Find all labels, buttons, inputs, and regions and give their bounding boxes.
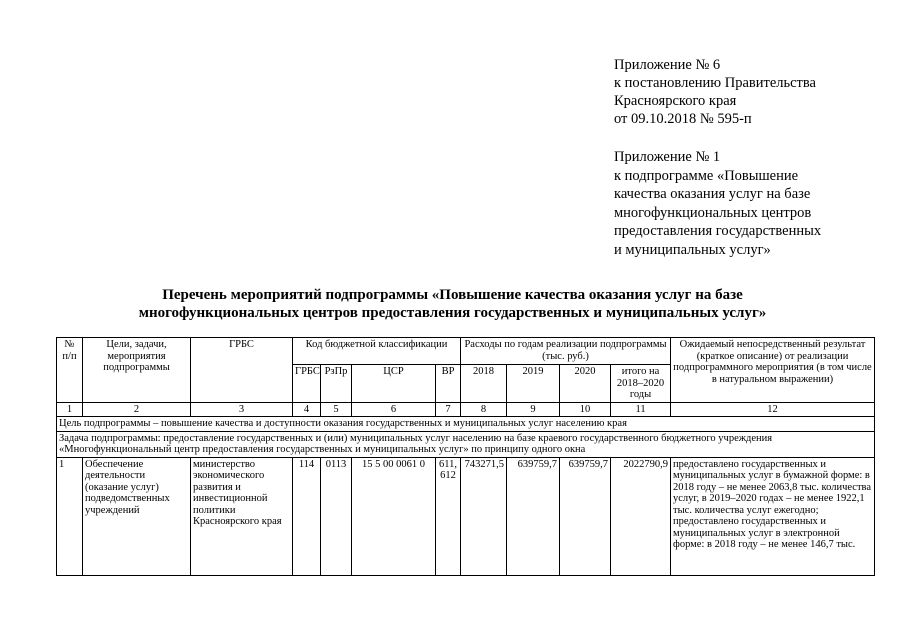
col-number: 3 — [191, 402, 293, 417]
col-number: 11 — [611, 402, 671, 417]
header-2019: 2019 — [507, 365, 560, 403]
row-2020: 639759,7 — [560, 457, 611, 575]
annex-line: к постановлению Правительства — [614, 75, 816, 91]
row-grbs-name: министерство экономического развития и инвестиционной политики Красноярского края — [191, 457, 293, 575]
annex-header — [614, 56, 816, 128]
annex2-line: многофункциональных центров — [614, 204, 812, 221]
header-code: Код бюджетной классификации — [293, 338, 461, 365]
row-result: предоставлено государственных и муниципальных услуг в бумажной форме: в 2018 году – не менее 2063,8 тыс. количества услуг, в 2019–2020 годах – не менее 1922,1 тыс. количества услуг ежегодно; предоставлено государственных и муниципальных услуг в электронной форме: в 2018 году – не менее 146,7 тыс. — [671, 457, 875, 575]
title-line-1: Перечень мероприятий подпрограммы «Повышение качества оказания услуг на базе — [162, 287, 743, 303]
col-number: 6 — [352, 402, 436, 417]
annex-subheader — [614, 148, 821, 259]
annex2-line: к подпрограмме «Повышение — [614, 167, 799, 184]
row-csr: 15 5 00 0061 0 — [352, 457, 436, 575]
document-title — [0, 287, 905, 322]
header-result: Ожидаемый непосредственный результат (краткое описание) от реализации подпрограммного мероприятия (в том числе в натуральном выражении) — [671, 338, 875, 403]
row-vr: 611, 612 — [436, 457, 461, 575]
row-2019: 639759,7 — [507, 457, 560, 575]
annex2-line: качества оказания услуг на базе — [614, 186, 811, 202]
annex2-line: и муниципальных услуг» — [614, 241, 771, 258]
header-grbs-name: ГРБС — [191, 338, 293, 403]
col-number: 4 — [293, 402, 321, 417]
header-vr: ВР — [436, 365, 461, 403]
header-rzpr: РзПр — [321, 365, 352, 403]
header-2018: 2018 — [461, 365, 507, 403]
title-line-2: многофункциональных центров предоставления государственных и муниципальных услуг» — [138, 304, 767, 321]
col-number: 5 — [321, 402, 352, 417]
col-number: 12 — [671, 402, 875, 417]
annex-line: от 09.10.2018 № 595-п — [614, 111, 752, 127]
measures-table — [56, 337, 875, 576]
annex-line: Приложение № 6 — [614, 57, 721, 73]
row-num: 1 — [57, 457, 83, 575]
header-grbs: ГРБС — [293, 365, 321, 403]
annex-line: Красноярского края — [614, 93, 737, 109]
col-number: 10 — [560, 402, 611, 417]
row-grbs: 114 — [293, 457, 321, 575]
header-expenses: Расходы по годам реализации подпрограммы (тыс. руб.) — [461, 338, 671, 365]
row-rzpr: 0113 — [321, 457, 352, 575]
col-number: 9 — [507, 402, 560, 417]
annex2-line: Приложение № 1 — [614, 149, 721, 165]
goal-row: Цель подпрограммы – повышение качества и доступности оказания государственных и муниципальных услуг населению края — [57, 417, 875, 432]
header-total: итого на 2018–2020 годы — [611, 365, 671, 403]
row-total: 2022790,9 — [611, 457, 671, 575]
annex2-line: предоставления государственных — [614, 223, 822, 239]
header-csr: ЦСР — [352, 365, 436, 403]
col-number: 8 — [461, 402, 507, 417]
row-2018: 743271,5 — [461, 457, 507, 575]
header-2020: 2020 — [560, 365, 611, 403]
header-goals: Цели, задачи, мероприятия подпрограммы — [83, 338, 191, 403]
col-number: 1 — [57, 402, 83, 417]
row-measure-name: Обеспечение деятельности (оказание услуг) подведомственных учреждений — [83, 457, 191, 575]
col-number: 7 — [436, 402, 461, 417]
col-number: 2 — [83, 402, 191, 417]
task-row: Задача подпрограммы: предоставление государственных и (или) муниципальных услуг населению на базе краевого государственного бюджетного учреждения «Многофункциональный центр предоставления государственных и муниципальных услуг» по принципу одного окна — [57, 431, 875, 457]
header-num: № п/п — [57, 338, 83, 403]
